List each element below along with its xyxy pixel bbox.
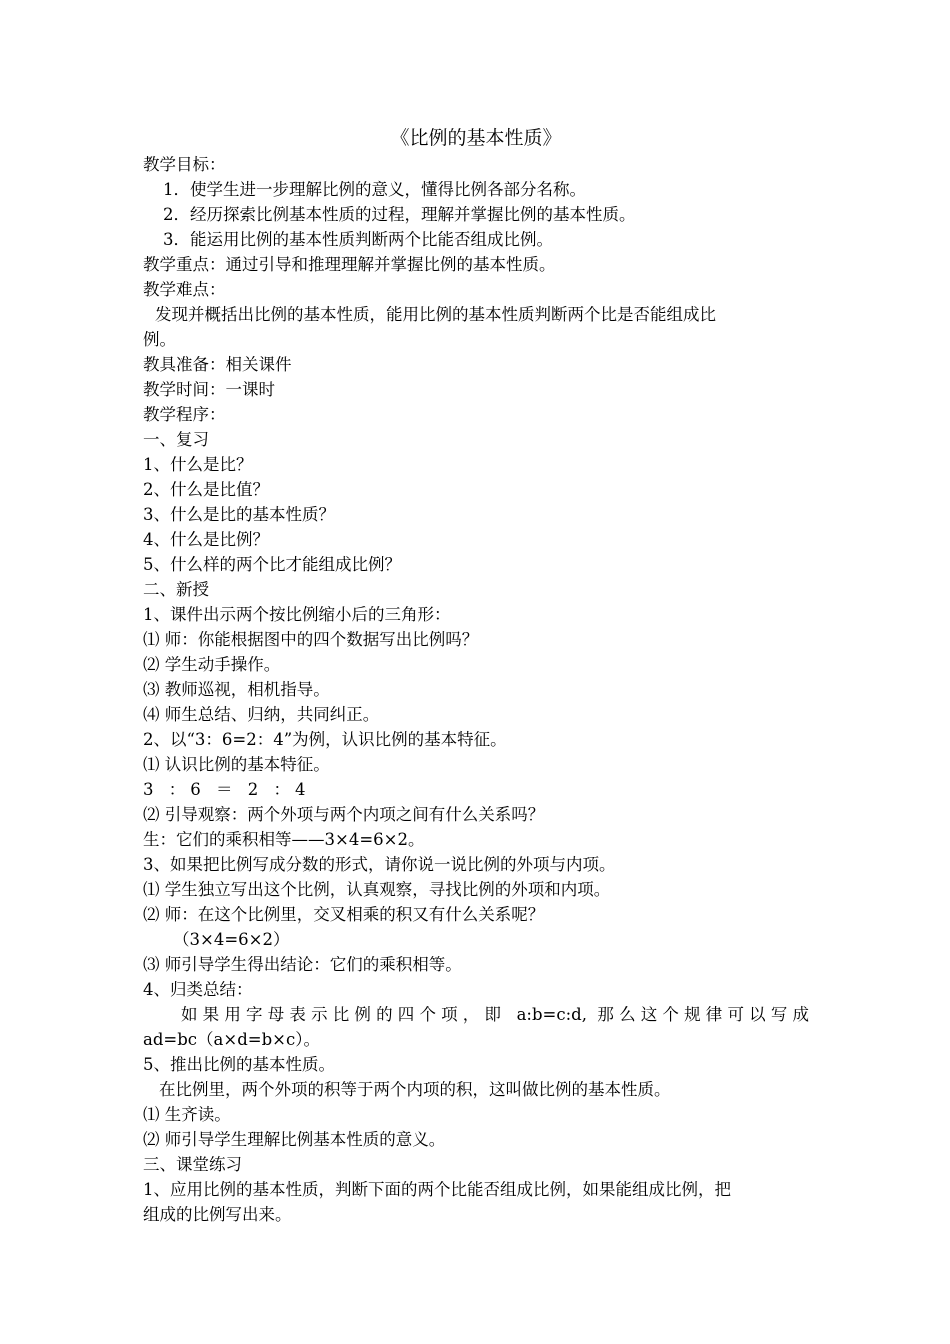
objective-item: 3．能运用比例的基本性质判断两个比能否组成比例。 — [163, 230, 553, 249]
step-4: 4、归类总结： — [143, 980, 253, 999]
step-5: 5、推出比例的基本性质。 — [143, 1055, 335, 1074]
procedure-heading: 教学程序： — [143, 405, 226, 424]
step-1-item: ⑵ 学生动手操作。 — [143, 655, 281, 674]
objectives-heading: 教学目标： — [143, 155, 226, 174]
ratio-example: 3 ：6 ＝ 2 ：4 — [143, 780, 311, 799]
objective-item: 2．经历探索比例基本性质的过程，理解并掌握比例的基本性质。 — [163, 205, 636, 224]
step-4-formula: ad=bc（a×d=b×c）。 — [143, 1030, 320, 1049]
step-1-item: ⑶ 教师巡视，相机指导。 — [143, 680, 330, 699]
objective-item: 1．使学生进一步理解比例的意义，懂得比例各部分名称。 — [163, 180, 586, 199]
step-3-formula: （3×4=6×2） — [173, 930, 290, 949]
step-5-item: ⑵ 师引导学生理解比例基本性质的意义。 — [143, 1130, 446, 1149]
practice-text: 1、应用比例的基本性质，判断下面的两个比能否组成比例，如果能组成比例，把 — [143, 1180, 731, 1199]
step-3-b: ⑵ 师：在这个比例里，交叉相乘的积又有什么关系呢？ — [143, 905, 545, 924]
review-item: 1、什么是比？ — [143, 455, 253, 474]
step-5-text: 在比例里，两个外项的积等于两个内项的积，这叫做比例的基本性质。 — [159, 1080, 671, 1099]
review-item: 2、什么是比值？ — [143, 480, 269, 499]
step-2-a: ⑴ 认识比例的基本特征。 — [143, 755, 330, 774]
document-title: 《比例的基本性质》 — [390, 127, 562, 149]
step-2-answer: 生：它们的乘积相等——3×4=6×2。 — [143, 830, 425, 849]
key-point: 教学重点：通过引导和推理理解并掌握比例的基本性质。 — [143, 255, 556, 274]
lesson-time: 教学时间：一课时 — [143, 380, 275, 399]
step-1-item: ⑴ 师：你能根据图中的四个数据写出比例吗？ — [143, 630, 479, 649]
difficulty-text-cont: 例。 — [143, 330, 176, 349]
step-1-item: ⑷ 师生总结、归纳，共同纠正。 — [143, 705, 380, 724]
step-5-item: ⑴ 生齐读。 — [143, 1105, 231, 1124]
step-3-a: ⑴ 学生独立写出这个比例，认真观察，寻找比例的外项和内项。 — [143, 880, 611, 899]
step-3: 3、如果把比例写成分数的形式，请你说一说比例的外项与内项。 — [143, 855, 616, 874]
practice-text-cont: 组成的比例写出来。 — [143, 1205, 292, 1224]
step-4-text: 如果用字母表示比例的四个项，即 a:b=c:d, 那么这个规律可以写成 — [181, 1005, 809, 1024]
step-3-c: ⑶ 师引导学生得出结论：它们的乘积相等。 — [143, 955, 462, 974]
materials: 教具准备：相关课件 — [143, 355, 292, 374]
review-item: 5、什么样的两个比才能组成比例？ — [143, 555, 401, 574]
step-2-b: ⑵ 引导观察：两个外项与两个内项之间有什么关系吗？ — [143, 805, 545, 824]
review-heading: 一、复习 — [143, 430, 209, 449]
review-item: 3、什么是比的基本性质？ — [143, 505, 335, 524]
step-1: 1、课件出示两个按比例缩小后的三角形： — [143, 605, 451, 624]
step-2: 2、以“3：6=2：4”为例，认识比例的基本特征。 — [143, 730, 507, 749]
document-page — [143, 124, 809, 1227]
new-lesson-heading: 二、新授 — [143, 580, 209, 599]
difficulty-text: 发现并概括出比例的基本性质，能用比例的基本性质判断两个比是否能组成比 — [155, 305, 716, 324]
practice-heading: 三、课堂练习 — [143, 1155, 242, 1174]
difficulty-heading: 教学难点： — [143, 280, 226, 299]
review-item: 4、什么是比例？ — [143, 530, 269, 549]
